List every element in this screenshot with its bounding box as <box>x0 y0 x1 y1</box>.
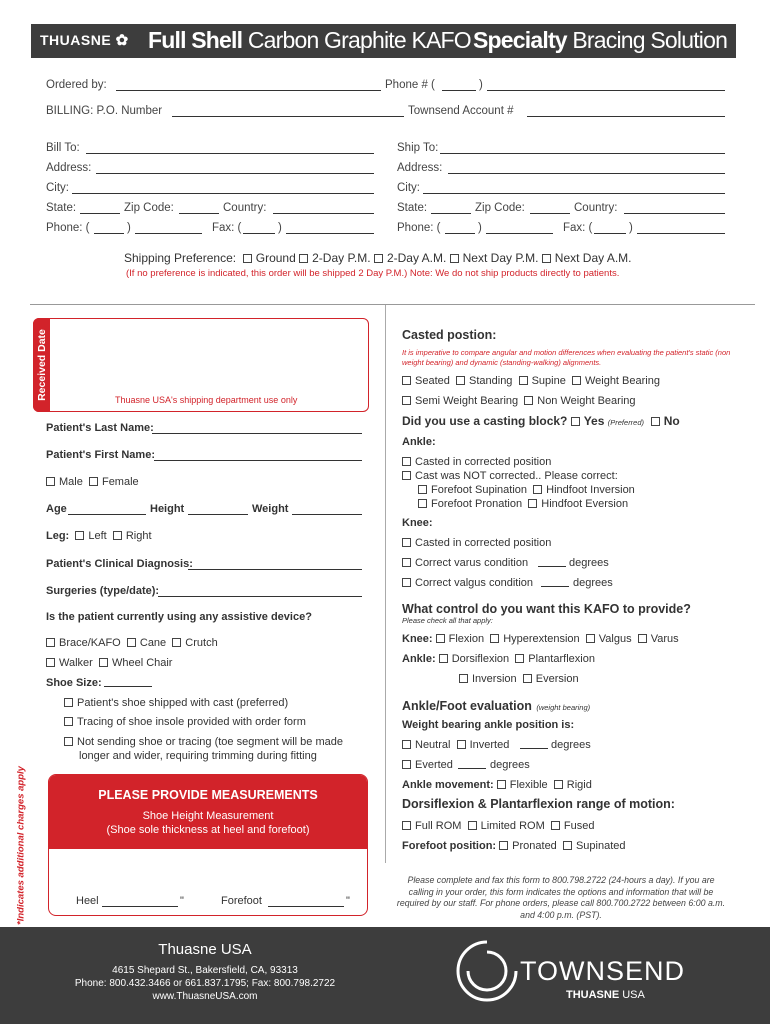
control-eversion[interactable]: Eversion <box>523 673 579 685</box>
control-flexion[interactable]: Flexion <box>436 633 484 645</box>
bill-state-field[interactable] <box>80 213 120 214</box>
footer-address: 4615 Shepard St., Bakersfield, CA, 93313 <box>112 965 298 976</box>
control-varus[interactable]: Varus <box>638 633 679 645</box>
ship-phone-field[interactable] <box>486 233 553 234</box>
casted-non-weight[interactable]: Non Weight Bearing <box>524 395 635 407</box>
checkbox[interactable] <box>46 658 55 667</box>
ship-to-field[interactable] <box>440 153 725 154</box>
checkbox[interactable] <box>651 417 660 426</box>
leg-row: Leg: Left Right <box>46 530 152 542</box>
control-dorsiflexion[interactable]: Dorsiflexion <box>439 653 509 665</box>
eval-title-row: Ankle/Foot evaluation (weight bearing) <box>402 699 591 713</box>
forefoot-pronated[interactable]: Pronated <box>499 840 557 852</box>
device-brace[interactable]: Brace/KAFO <box>46 637 121 649</box>
bill-city-field[interactable] <box>72 193 374 194</box>
last-name-label: Patient's Last Name: <box>46 422 154 434</box>
casted-semi-weight[interactable]: Semi Weight Bearing <box>402 395 518 407</box>
ankle-title: Ankle: <box>402 436 436 448</box>
wb-label: Weight bearing ankle position is: <box>402 719 575 731</box>
ship-to-label: Ship To: <box>397 142 439 154</box>
checkbox[interactable] <box>402 821 411 830</box>
last-name-field[interactable] <box>152 433 362 434</box>
bill-address-field[interactable] <box>96 173 374 174</box>
checkbox[interactable] <box>402 740 411 749</box>
wb-everted[interactable]: Everted <box>402 758 453 772</box>
ship-fax-field[interactable] <box>637 233 725 234</box>
vertical-divider <box>385 305 386 863</box>
everted-degrees-label: degrees <box>490 759 530 771</box>
ship-opt-2day-pm[interactable]: 2-Day P.M. <box>299 251 370 265</box>
checkbox[interactable] <box>418 499 427 508</box>
ship-opt-ground[interactable]: Ground <box>243 251 296 265</box>
bill-phone-label: Phone: ( <box>46 222 90 234</box>
movement-row: Ankle movement: Flexible Rigid <box>402 779 592 791</box>
forefoot-pronation[interactable]: Forefoot Pronation <box>418 498 522 510</box>
height-label: Height <box>150 503 185 515</box>
bill-fax-label: Fax: ( <box>212 222 242 234</box>
forefoot-supination[interactable]: Forefoot Supination <box>418 484 527 496</box>
control-knee-row: Knee: Flexion Hyperextension Valgus Varus <box>402 633 679 645</box>
surgeries-field[interactable] <box>158 596 362 597</box>
casted-position-title: Casted postion: <box>402 328 497 342</box>
bill-phone-field[interactable] <box>135 233 202 234</box>
checkbox[interactable] <box>515 654 524 663</box>
inverted-degrees-field[interactable] <box>520 748 548 749</box>
ship-opt-nextday-am[interactable]: Next Day A.M. <box>542 251 632 265</box>
assistive-question: Is the patient currently using any assistive device? <box>46 611 312 623</box>
wb-row-1 <box>402 738 509 752</box>
sex-row <box>46 475 139 489</box>
varus-degrees-label: degrees <box>569 557 609 569</box>
leg-right-option[interactable]: Right <box>113 530 152 542</box>
wb-neutral[interactable]: Neutral <box>402 739 450 751</box>
checkbox[interactable] <box>468 821 477 830</box>
footer-phone: Phone: 800.432.3466 or 661.837.1795; Fax: 800.798.2722 <box>74 978 336 989</box>
checkbox[interactable] <box>64 698 73 707</box>
subtitle-bold: Specialty <box>473 27 567 53</box>
ship-zip-label: Zip Code: <box>475 202 525 214</box>
casted-row-1 <box>402 374 660 388</box>
female-option[interactable]: Female <box>89 476 139 488</box>
ordered-by-label: Ordered by: <box>46 79 107 91</box>
ankle-opt-1[interactable]: Casted in corrected position <box>402 455 551 469</box>
received-note: Thuasne USA's shipping department use only <box>115 395 298 405</box>
ship-phone-close: ) <box>478 222 482 234</box>
checkbox[interactable] <box>89 477 98 486</box>
checkbox[interactable] <box>46 638 55 647</box>
checkbox[interactable] <box>402 578 411 587</box>
wb-inverted[interactable]: Inverted <box>457 739 510 751</box>
bill-city-label: City: <box>46 182 69 194</box>
checkbox[interactable] <box>551 821 560 830</box>
ship-city-label: City: <box>397 182 420 194</box>
device-cane[interactable]: Cane <box>127 637 166 649</box>
knee-varus[interactable]: Correct varus condition <box>402 556 528 570</box>
horizontal-divider <box>30 304 755 305</box>
device-crutch[interactable]: Crutch <box>172 637 217 649</box>
checkbox[interactable] <box>172 638 181 647</box>
ship-phone-area-field[interactable] <box>445 233 475 234</box>
weight-label: Weight <box>252 503 289 515</box>
checkbox[interactable] <box>457 740 466 749</box>
heel-field[interactable] <box>102 906 178 907</box>
bill-address-label: Address: <box>46 162 92 174</box>
forefoot-supinated[interactable]: Supinated <box>563 840 626 852</box>
billing-po-field[interactable] <box>172 116 404 117</box>
checkbox[interactable] <box>450 254 459 263</box>
device-walker[interactable]: Walker <box>46 657 93 669</box>
forefoot-inch: " <box>346 895 350 907</box>
townsend-logo-sub: THUASNE USA <box>566 989 645 1001</box>
checkbox[interactable] <box>64 717 73 726</box>
measurements-sub2: (Shoe sole thickness at heel and forefoot) <box>106 824 310 836</box>
valgus-degrees-label: degrees <box>573 577 613 589</box>
rom-full[interactable]: Full ROM <box>402 820 461 832</box>
control-ankle-row: Ankle: Dorsiflexion Plantarflexion <box>402 653 595 665</box>
ship-opt-2day-am[interactable]: 2-Day A.M. <box>374 251 446 265</box>
ship-state-label: State: <box>397 202 428 214</box>
male-option[interactable]: Male <box>46 476 83 488</box>
checkbox[interactable] <box>46 477 55 486</box>
checkbox[interactable] <box>563 841 572 850</box>
checkbox[interactable] <box>554 780 563 789</box>
townsend-account-label: Townsend Account # <box>408 105 514 117</box>
bill-phone-close: ) <box>127 222 131 234</box>
checkbox[interactable] <box>127 638 136 647</box>
ship-address-field[interactable] <box>448 173 725 174</box>
knee-valgus[interactable]: Correct valgus condition <box>402 576 533 590</box>
control-valgus[interactable]: Valgus <box>586 633 632 645</box>
heel-inch: " <box>180 895 184 907</box>
checkbox[interactable] <box>64 737 73 746</box>
casting-block-no[interactable]: No <box>651 414 680 428</box>
ship-fax-label: Fax: ( <box>563 222 593 234</box>
casting-block-row: Did you use a casting block? Yes (Preferred) No <box>402 414 680 428</box>
bill-fax-field[interactable] <box>286 233 374 234</box>
devices-row-2 <box>46 656 172 670</box>
movement-rigid[interactable]: Rigid <box>554 779 592 791</box>
height-field[interactable] <box>188 514 248 515</box>
shipping-note: (If no preference is indicated, this order will be shipped 2 Day P.M.) Note: We do not ship products directly to patients. <box>126 268 620 279</box>
checkbox[interactable] <box>533 485 542 494</box>
surgeries-label: Surgeries (type/date): <box>46 585 160 597</box>
hindfoot-inversion[interactable]: Hindfoot Inversion <box>533 484 635 496</box>
ankle-sub-row-2 <box>418 497 628 511</box>
checkbox[interactable] <box>528 499 537 508</box>
age-label: Age <box>46 503 67 515</box>
ship-zip-field[interactable] <box>530 213 570 214</box>
ship-fax-area-field[interactable] <box>594 233 626 234</box>
checkbox[interactable] <box>299 254 308 263</box>
footer-company: Thuasne USA <box>158 941 252 958</box>
checkbox[interactable] <box>586 634 595 643</box>
knee-opt-1[interactable]: Casted in corrected position <box>402 536 551 550</box>
ankle-opt-2[interactable]: Cast was NOT corrected.. Please correct: <box>402 469 618 483</box>
footer-web[interactable]: www.ThuasneUSA.com <box>152 991 258 1002</box>
weight-field[interactable] <box>292 514 362 515</box>
ship-state-field[interactable] <box>431 213 471 214</box>
varus-degrees-field[interactable] <box>538 566 566 567</box>
ship-address-label: Address: <box>397 162 443 174</box>
measurements-title: PLEASE PROVIDE MEASUREMENTS <box>98 788 318 802</box>
checkbox[interactable] <box>456 376 465 385</box>
bill-zip-label: Zip Code: <box>124 202 174 214</box>
checkbox[interactable] <box>418 485 427 494</box>
checkbox[interactable] <box>402 538 411 547</box>
ship-opt-nextday-pm[interactable]: Next Day P.M. <box>450 251 539 265</box>
order-phone-area-field[interactable] <box>442 90 476 91</box>
brand-bird-icon: ✿ <box>115 32 129 49</box>
ship-phone-label: Phone: ( <box>397 222 441 234</box>
subtitle-rest: Bracing Solution <box>572 27 728 53</box>
checkbox[interactable] <box>571 417 580 426</box>
bill-to-label: Bill To: <box>46 142 80 154</box>
shoe-opt-3-cont: longer and wider, requiring trimming during fitting <box>79 750 317 762</box>
everted-degrees-field[interactable] <box>458 768 486 769</box>
forefoot-label: Forefoot <box>221 895 262 907</box>
rom-limited[interactable]: Limited ROM <box>468 820 545 832</box>
ship-country-field[interactable] <box>624 213 725 214</box>
forefoot-field[interactable] <box>268 906 344 907</box>
casted-weight-bearing[interactable]: Weight Bearing <box>572 375 660 387</box>
checkbox[interactable] <box>499 841 508 850</box>
townsend-logo-icon <box>454 938 520 1004</box>
heel-label: Heel <box>76 895 99 907</box>
control-sub: Please check all that apply: <box>402 616 493 625</box>
checkbox[interactable] <box>497 780 506 789</box>
ankle-sub-row-1 <box>418 483 635 497</box>
casted-standing[interactable]: Standing <box>456 375 512 387</box>
townsend-account-field[interactable] <box>527 116 725 117</box>
header-title <box>148 27 471 54</box>
first-name-field[interactable] <box>154 460 362 461</box>
rom-title: Dorsiflexion & Plantarflexion range of motion: <box>402 797 675 811</box>
ship-country-label: Country: <box>574 202 618 214</box>
shoe-opt-3[interactable]: Not sending shoe or tracing (toe segment will be made <box>64 735 343 749</box>
shoe-opt-1[interactable]: Patient's shoe shipped with cast (preferred) <box>64 696 288 710</box>
first-name-label: Patient's First Name: <box>46 449 155 461</box>
devices-row-1 <box>46 636 218 650</box>
diagnosis-field[interactable] <box>188 569 362 570</box>
checkbox[interactable] <box>459 674 468 683</box>
order-phone-field[interactable] <box>487 90 725 91</box>
casted-supine[interactable]: Supine <box>519 375 566 387</box>
shoe-size-field[interactable] <box>104 686 152 687</box>
rom-fused[interactable]: Fused <box>551 820 595 832</box>
checkbox[interactable] <box>490 634 499 643</box>
bill-fax-close: ) <box>278 222 282 234</box>
control-plantarflexion[interactable]: Plantarflexion <box>515 653 595 665</box>
diagnosis-label: Patient's Clinical Diagnosis: <box>46 558 193 570</box>
checkbox[interactable] <box>402 457 411 466</box>
casted-row-2 <box>402 394 636 408</box>
shipping-preference-row <box>124 251 631 265</box>
checkbox[interactable] <box>519 376 528 385</box>
bill-state-label: State: <box>46 202 77 214</box>
leg-left-option[interactable]: Left <box>75 530 106 542</box>
measurements-sub1: Shoe Height Measurement <box>142 810 274 822</box>
checkbox[interactable] <box>542 254 551 263</box>
ship-fax-close: ) <box>629 222 633 234</box>
bill-zip-field[interactable] <box>179 213 219 214</box>
bill-to-field[interactable] <box>86 153 374 154</box>
townsend-logo-text: TOWNSEND <box>520 956 686 986</box>
bill-country-label: Country: <box>223 202 267 214</box>
forefoot-row: Forefoot position: Pronated Supinated <box>402 840 626 852</box>
checkbox[interactable] <box>524 396 533 405</box>
checkbox[interactable] <box>374 254 383 263</box>
additional-charges-note: *Indicates additional charges apply <box>15 766 27 925</box>
ordered-by-field[interactable] <box>116 90 381 91</box>
casting-block-yes[interactable]: Yes (Preferred) <box>571 414 644 428</box>
bill-fax-area-field[interactable] <box>243 233 275 234</box>
ship-city-field[interactable] <box>423 193 725 194</box>
shoe-size-label: Shoe Size: <box>46 677 102 689</box>
checkbox[interactable] <box>99 658 108 667</box>
order-phone-label: Phone # ( <box>385 79 435 91</box>
brand-logo <box>40 31 129 49</box>
shoe-opt-2[interactable]: Tracing of shoe insole provided with order form <box>64 715 306 729</box>
hindfoot-eversion[interactable]: Hindfoot Eversion <box>528 498 628 510</box>
checkbox[interactable] <box>402 558 411 567</box>
rom-row <box>402 819 594 833</box>
brand-name: THUASNE <box>40 32 112 48</box>
bill-phone-area-field[interactable] <box>94 233 124 234</box>
checkbox[interactable] <box>523 674 532 683</box>
inverted-degrees-label: degrees <box>551 739 591 751</box>
checkbox[interactable] <box>402 396 411 405</box>
order-phone-close: ) <box>479 79 483 91</box>
checkbox[interactable] <box>402 376 411 385</box>
age-field[interactable] <box>68 514 146 515</box>
title-rest: Carbon Graphite KAFO <box>247 27 471 53</box>
checkbox[interactable] <box>75 531 84 540</box>
control-hyperextension[interactable]: Hyperextension <box>490 633 579 645</box>
knee-title: Knee: <box>402 517 433 529</box>
header-subtitle <box>473 27 727 54</box>
valgus-degrees-field[interactable] <box>541 586 569 587</box>
fax-instructions: Please complete and fax this form to 800.798.2722 (24-hours a day). If you are calling in your order, this form indicates the options and information that will be required by our staff. For phone orders, please call 800.700.2722 between 6:00 a.m. and 4:00 p.m. (PST). <box>396 875 726 920</box>
casted-note: It is imperative to compare angular and motion differences when evaluating the patient's static (non weight bearing) and dynamic (standing-walking) alignments. <box>402 348 731 367</box>
casted-seated[interactable]: Seated <box>402 375 450 387</box>
checkbox[interactable] <box>113 531 122 540</box>
control-inversion[interactable]: Inversion <box>459 673 517 685</box>
bill-country-field[interactable] <box>273 213 374 214</box>
checkbox[interactable] <box>638 634 647 643</box>
checkbox[interactable] <box>572 376 581 385</box>
movement-flexible[interactable]: Flexible <box>497 779 548 791</box>
checkbox[interactable] <box>402 471 411 480</box>
control-ankle-row-2 <box>459 672 579 686</box>
shipping-label: Shipping Preference: <box>124 251 237 265</box>
title-bold: Full Shell <box>148 27 243 53</box>
billing-po-label: BILLING: P.O. Number <box>46 105 163 117</box>
control-title: What control do you want this KAFO to provide? <box>402 602 691 616</box>
checkbox[interactable] <box>436 634 445 643</box>
checkbox[interactable] <box>402 760 411 769</box>
checkbox[interactable] <box>439 654 448 663</box>
device-wheelchair[interactable]: Wheel Chair <box>99 657 173 669</box>
checkbox[interactable] <box>243 254 252 263</box>
received-date-label: Received Date <box>36 329 48 401</box>
